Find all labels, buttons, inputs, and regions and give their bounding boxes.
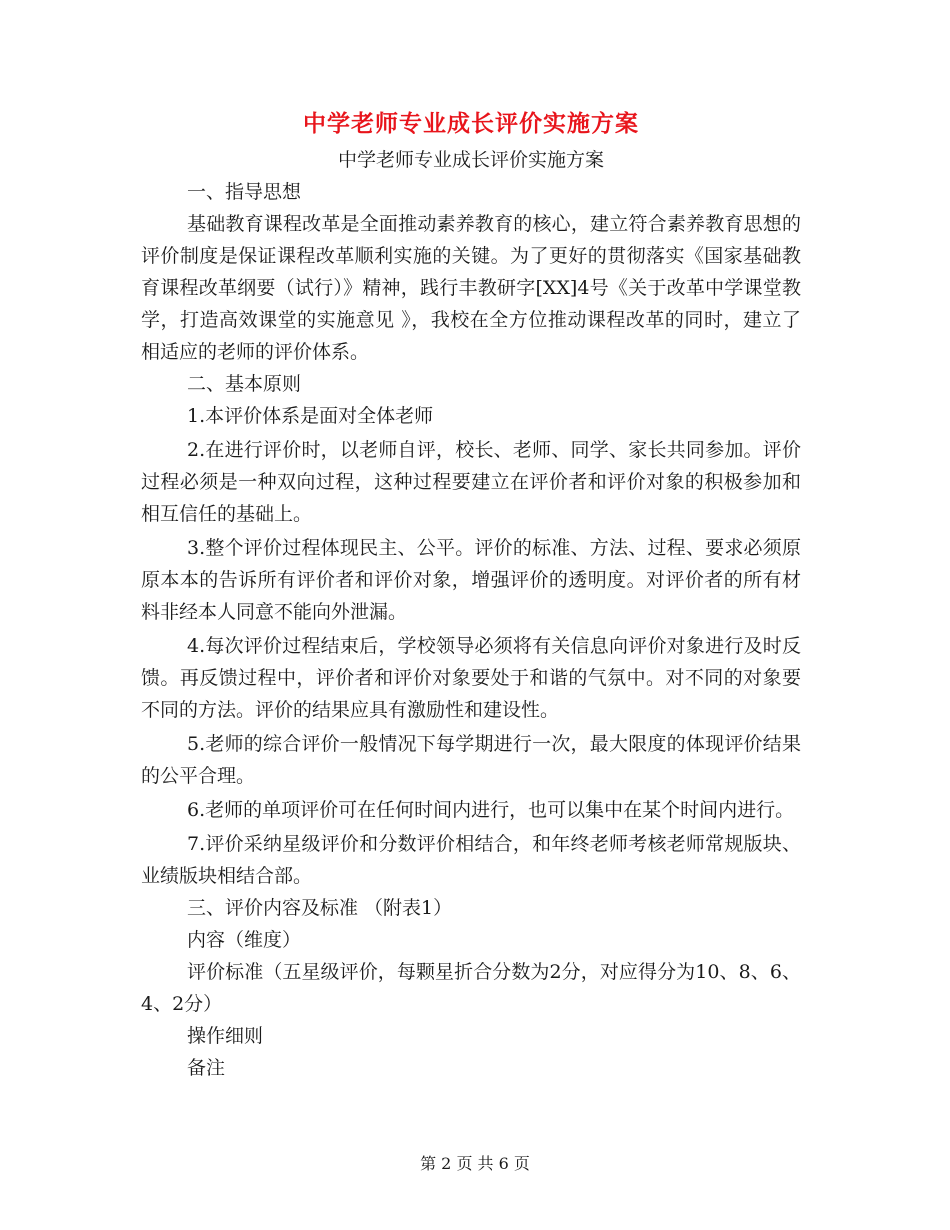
section-heading-evaluation: 三、评价内容及标准 （附表1）	[187, 897, 453, 919]
section-heading-guiding: 一、指导思想	[187, 181, 302, 203]
principle-item-1: 1.本评价体系是面对全体老师	[187, 405, 434, 427]
principle-item-6: 6.老师的单项评价可在任何时间内进行，也可以集中在某个时间内进行。	[187, 799, 795, 821]
table-header-standard: 评价标准（五星级评价，每颗星折合分数为2分，对应得分为10、8、6、4、2分）	[141, 961, 801, 1015]
page-footer: 第 2 页 共 6 页	[420, 1154, 530, 1173]
guiding-paragraph: 基础教育课程改革是全面推动素养教育的核心，建立符合素养教育思想的评价制度是保证课程改革顺利实施的关键。为了更好的贯彻落实《国家基础教育课程改革纲要（试行）》精神，践行丰教研字[XX]4号《关于改革中学课堂教学，打造高效课堂的实施意见 》，我校在全方位推动课程改革的同时，建立了相适应的老师的评价体系。	[141, 213, 801, 363]
principle-item-4: 4.每次评价过程结束后，学校领导必须将有关信息向评价对象进行及时反馈。再反馈过程中，评价者和评价对象要处于和谐的气氛中。对不同的对象要不同的方法。评价的结果应具有激励性和建设性。	[141, 635, 801, 721]
table-header-content: 内容（维度）	[187, 929, 302, 951]
principle-item-2: 2.在进行评价时，以老师自评，校长、老师、同学、家长共同参加。评价过程必须是一种双向过程，这种过程要建立在评价者和评价对象的积极参加和相互信任的基础上。	[141, 439, 801, 525]
principle-item-5: 5.老师的综合评价一般情况下每学期进行一次，最大限度的体现评价结果的公平合理。	[141, 733, 801, 787]
document-body	[141, 104, 801, 1084]
section-heading-principles: 二、基本原则	[187, 373, 302, 395]
table-header-notes: 备注	[187, 1057, 226, 1079]
document-title: 中学老师专业成长评价实施方案	[303, 110, 639, 137]
principle-item-7: 7.评价采纳星级评价和分数评价相结合，和年终老师考核老师常规版块、业绩版块相结合部。	[141, 833, 801, 887]
document-subtitle: 中学老师专业成长评价实施方案	[337, 149, 604, 171]
table-header-rules: 操作细则	[187, 1025, 264, 1047]
principle-item-3: 3.整个评价过程体现民主、公平。评价的标准、方法、过程、要求必须原原本本的告诉所有评价者和评价对象，增强评价的透明度。对评价者的所有材料非经本人同意不能向外泄漏。	[141, 537, 801, 623]
